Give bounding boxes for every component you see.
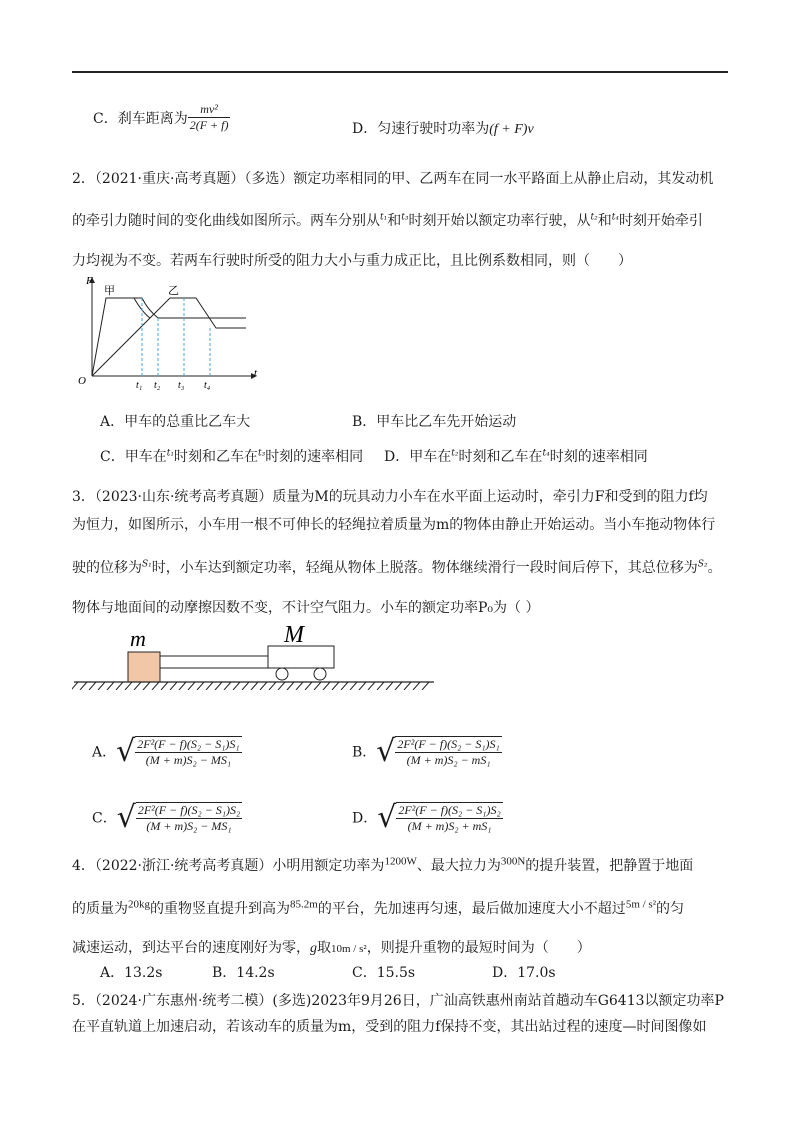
rope [160,656,268,668]
q3-line3: 驶的位移为$^{S_1}$时，小车达到额定功率，轻绳从物体上脱落。物体继续滑行一段时间后停下，其总位移为$^{S_2}$。 [72,559,722,576]
q5-line2: 在平直轨道上加速启动，若该动车的质量为m，受到的阻力f保持不变，其出站过程的速度—时间图像如 [72,1019,707,1035]
q2-option-d: D．甲车在$^{t_2}$时刻和乙车在$^{t_4}$时刻的速率相同 [384,448,648,465]
q3-option-b: B．√ $\frac{\text{2F²(F − f)(S₂ − S₁)S₁}}{\text{(M + m)S₂ − mS₁}}$ [352,734,500,769]
header-rule [72,71,728,73]
q5-line1: 5．（2024·广东惠州·统考二模）(多选)2023年9月26日，广汕高铁惠州南站首趟动车G6413以额定功率P [72,993,724,1009]
tick-t4: t₄ [204,380,211,390]
origin-label: O [78,375,86,387]
tick-t1: t₁ [136,380,143,390]
q3-option-c: C．√ $\frac{\text{2F²(F − f)(S₂ − S₁)S₂}}{\text{(M + m)S₂ − MS₁}}$ [92,800,241,835]
q4-option-a: A．13.2s [100,965,163,981]
label-jia: 甲 [104,285,115,297]
q4-option-d: D．17.0s [492,965,556,981]
tick-t3: t₃ [178,380,185,390]
q3-option-d: D．√ $\frac{\text{2F²(F − f)(S₂ − S₁)S₂}}{\text{(M + m)S₂ + mS₁}}$ [352,800,501,835]
q1-option-d: D．匀速行驶时功率为(f + F)v [352,121,534,137]
q4-line2: 的质量为$^{20kg}$的重物竖直提升到高为$^{85.2m}$的平台，先加速再匀速，最后做加速度大小不超过$^{5m / s^2}$的匀 [72,898,685,917]
q4-option-c: C．15.5s [352,965,416,981]
ground-hatching [72,682,429,690]
q2-line2: 的牵引力随时间的变化曲线如图所示。两车分别从$^{t_1}$和$^{t_3}$时刻开始以额定功率行驶，从$^{t_2}$和$^{t_4}$时刻开始牵引 [72,212,703,229]
x-axis-label: t [254,367,258,379]
label-M: M [284,622,304,648]
curve-jia [92,298,246,376]
q4-line3: 减速运动，到达平台的速度刚好为零，g取10m / s²，则提升重物的最短时间为（ ） [72,940,591,956]
tick-t2: t₂ [154,380,161,390]
q4-option-b: B．14.2s [212,965,275,981]
q3-line4: 物体与地面间的动摩擦因数不变，不计空气阻力。小车的额定功率P₀为（ ） [72,600,540,616]
q2-force-time-graph [76,270,266,390]
label-yi: 乙 [168,285,179,297]
q3-line2: 为恒力，如图所示，小车用一根不可伸长的轻绳拉着质量为m的物体由静止开始运动。当小车拖动物体行 [72,517,716,533]
q3-line1: 3．（2023·山东·统考高考真题）质量为M的玩具动力小车在水平面上运动时，牵引力F和受到的阻力f均 [72,489,708,505]
q2-option-a: A．甲车的总重比乙车大 [100,414,251,430]
label-m: m [130,626,146,651]
curve-yi [92,298,246,376]
q2-line3: 力均视为不变。若两车行驶时所受的阻力大小与重力成正比，且比例系数相同，则（ ） [72,253,632,269]
car-body [268,646,334,668]
q1-option-c: C．刹车距离为 $\frac{\text{mv²}}{2(F + f)}$ [93,102,229,132]
q2-option-b: B．甲车比乙车先开始运动 [352,414,517,430]
wheel-left [276,668,288,680]
y-axis-label: F [86,275,93,287]
wheel-right [314,668,326,680]
q4-line1: 4．（2022·浙江·统考高考真题）小明用额定功率为$^{1200W}$、最大拉力为$^{300N}$的提升装置，把静置于地面 [72,855,694,874]
q2-option-c: C．甲车在$^{t_1}$时刻和乙车在$^{t_3}$时刻的速率相同 [100,448,364,465]
q2-line1: 2．（2021·重庆·高考真题）（多选）额定功率相同的甲、乙两车在同一水平路面上从静止启动，其发动机 [72,171,714,187]
q3-car-figure [72,620,442,690]
block-m [128,652,160,682]
q3-option-a: A．√ $\frac{\text{2F²(F − f)(S₂ − S₁)S₁}}{\text{(M + m)S₂ − MS₁}}$ [92,734,240,769]
